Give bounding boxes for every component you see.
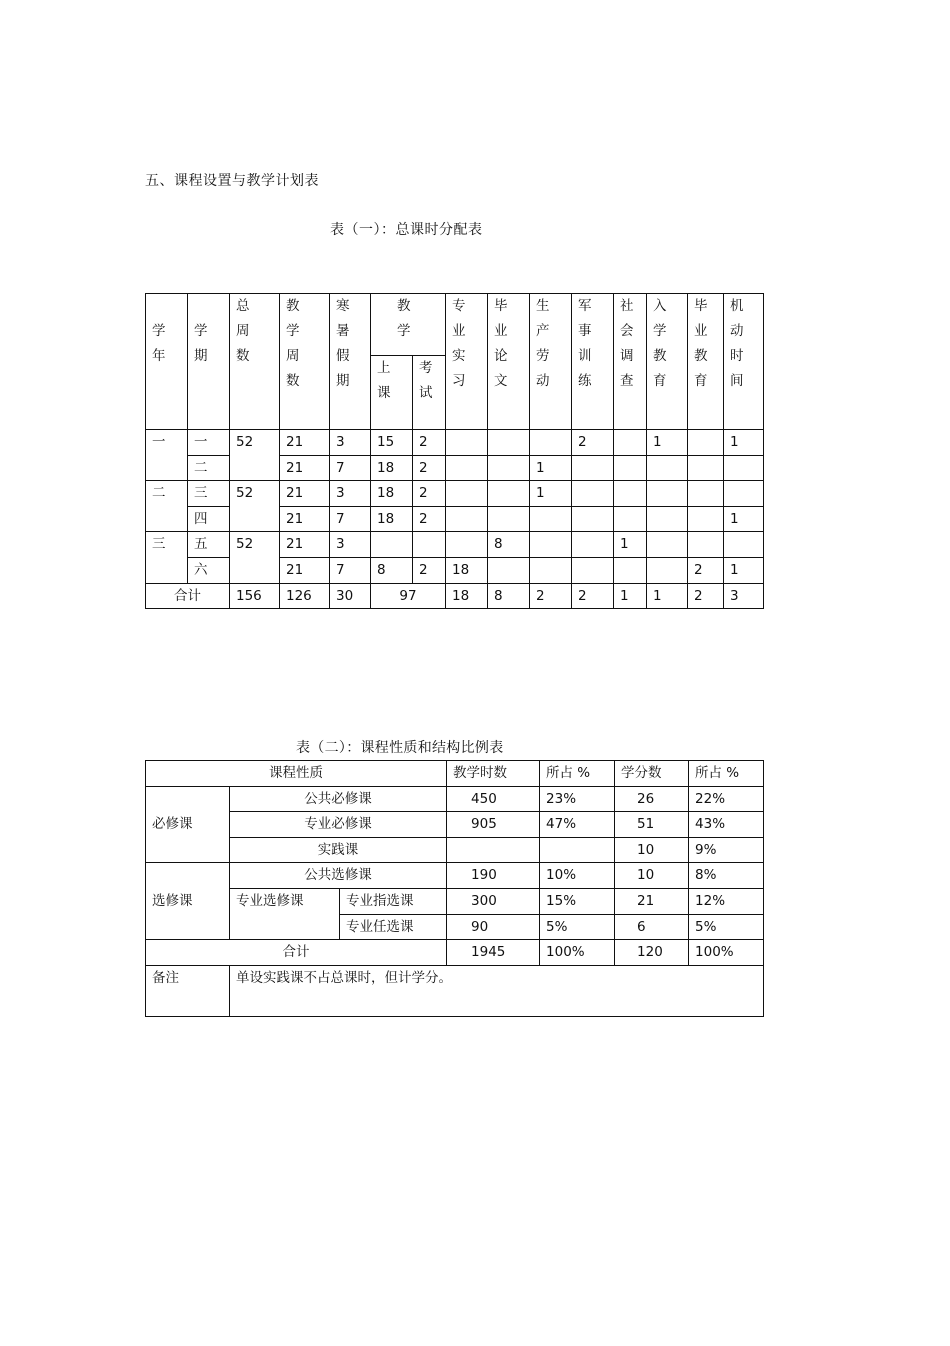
cell: 2 bbox=[688, 557, 724, 583]
cell: 7 bbox=[330, 455, 371, 481]
cell: 6 bbox=[615, 914, 689, 940]
cell: 2 bbox=[413, 506, 446, 532]
header-military: 军 事 训 练 bbox=[572, 294, 614, 430]
cell: 1 bbox=[614, 583, 647, 609]
cell: 30 bbox=[330, 583, 371, 609]
table-row bbox=[146, 888, 764, 914]
major-elective-label: 专业选修课 bbox=[230, 888, 340, 939]
cell bbox=[572, 506, 614, 532]
section-heading: 五、课程设置与教学计划表 bbox=[145, 173, 319, 189]
cell: 23% bbox=[540, 786, 615, 812]
cell bbox=[530, 506, 572, 532]
header-xueqi: 学 期 bbox=[188, 294, 230, 430]
cell: 450 bbox=[447, 786, 540, 812]
table-row bbox=[146, 812, 764, 838]
cell: 1 bbox=[647, 583, 688, 609]
cell bbox=[572, 455, 614, 481]
cell bbox=[724, 455, 764, 481]
note-text: 单设实践课不占总课时，但计学分。 bbox=[230, 965, 764, 1016]
cell: 2 bbox=[530, 583, 572, 609]
cell bbox=[647, 506, 688, 532]
year-cell: 一 bbox=[146, 430, 188, 481]
cell bbox=[572, 532, 614, 558]
cell: 2 bbox=[413, 481, 446, 507]
note-label: 备注 bbox=[146, 965, 230, 1016]
cell bbox=[688, 506, 724, 532]
cell: 22% bbox=[689, 786, 764, 812]
table-row bbox=[146, 532, 764, 558]
cell bbox=[688, 455, 724, 481]
header-lecture: 上 课 bbox=[371, 355, 413, 429]
cell bbox=[614, 506, 647, 532]
cell: 8% bbox=[689, 863, 764, 889]
cell: 2 bbox=[688, 583, 724, 609]
cell bbox=[688, 430, 724, 456]
cell: 21 bbox=[280, 557, 330, 583]
note-row bbox=[146, 965, 764, 1016]
cell bbox=[530, 532, 572, 558]
header-labor: 生 产 劳 动 bbox=[530, 294, 572, 430]
cell bbox=[647, 557, 688, 583]
cell: 7 bbox=[330, 506, 371, 532]
cell: 18 bbox=[446, 557, 488, 583]
cell: 7 bbox=[330, 557, 371, 583]
header-xuenian: 学 年 bbox=[146, 294, 188, 430]
cell: 21 bbox=[280, 455, 330, 481]
total-label: 合计 bbox=[146, 583, 230, 609]
cell: 120 bbox=[615, 940, 689, 966]
cell: 5% bbox=[689, 914, 764, 940]
cell: 1 bbox=[724, 430, 764, 456]
cell: 21 bbox=[280, 430, 330, 456]
cell: 5% bbox=[540, 914, 615, 940]
cell: 8 bbox=[488, 583, 530, 609]
cell: 10 bbox=[615, 837, 689, 863]
table-row bbox=[146, 837, 764, 863]
cell bbox=[614, 481, 647, 507]
cell: 190 bbox=[447, 863, 540, 889]
header-graduation-edu: 毕 业 教 育 bbox=[688, 294, 724, 430]
year-cell: 三 bbox=[146, 532, 188, 583]
cell bbox=[413, 532, 446, 558]
cell: 3 bbox=[724, 583, 764, 609]
cell: 1 bbox=[647, 430, 688, 456]
cell bbox=[724, 532, 764, 558]
cell bbox=[688, 532, 724, 558]
cell bbox=[446, 481, 488, 507]
cell bbox=[572, 557, 614, 583]
table2-caption: 表（二）：课程性质和结构比例表 bbox=[296, 740, 504, 756]
table1-caption: 表（一）：总课时分配表 bbox=[330, 222, 483, 238]
term-cell: 五 bbox=[188, 532, 230, 558]
course-name: 公共必修课 bbox=[230, 786, 447, 812]
cell bbox=[530, 557, 572, 583]
header-internship: 专 业 实 习 bbox=[446, 294, 488, 430]
cell: 26 bbox=[615, 786, 689, 812]
cell: 15 bbox=[371, 430, 413, 456]
header-vacation: 寒 暑 假 期 bbox=[330, 294, 371, 430]
cell: 156 bbox=[230, 583, 280, 609]
header-hours: 教学时数 bbox=[447, 761, 540, 787]
total-weeks-cell: 52 bbox=[230, 532, 280, 583]
cell: 21 bbox=[280, 506, 330, 532]
cell: 3 bbox=[330, 430, 371, 456]
cell: 9% bbox=[689, 837, 764, 863]
course-name: 专业任选课 bbox=[340, 914, 447, 940]
cell: 18 bbox=[371, 455, 413, 481]
cell: 18 bbox=[446, 583, 488, 609]
cell: 90 bbox=[447, 914, 540, 940]
cell: 1 bbox=[724, 506, 764, 532]
cell bbox=[488, 506, 530, 532]
cell: 18 bbox=[371, 506, 413, 532]
cell: 21 bbox=[280, 532, 330, 558]
header-hours-pct: 所占 % bbox=[540, 761, 615, 787]
course-structure-table bbox=[145, 760, 764, 1017]
total-hours-table bbox=[145, 293, 764, 609]
table-row bbox=[146, 863, 764, 889]
cell: 12% bbox=[689, 888, 764, 914]
cell: 2 bbox=[572, 583, 614, 609]
required-label: 必修课 bbox=[146, 786, 230, 863]
cell: 2 bbox=[413, 455, 446, 481]
cell: 1 bbox=[530, 481, 572, 507]
cell: 47% bbox=[540, 812, 615, 838]
header-credits: 学分数 bbox=[615, 761, 689, 787]
cell bbox=[447, 837, 540, 863]
cell bbox=[614, 557, 647, 583]
cell: 21 bbox=[615, 888, 689, 914]
cell: 1 bbox=[530, 455, 572, 481]
elective-label: 选修课 bbox=[146, 863, 230, 940]
header-credits-pct: 所占 % bbox=[689, 761, 764, 787]
cell bbox=[688, 481, 724, 507]
header-teaching: 教 学 bbox=[371, 294, 446, 356]
cell bbox=[540, 837, 615, 863]
cell bbox=[647, 481, 688, 507]
table-row bbox=[146, 786, 764, 812]
cell bbox=[647, 532, 688, 558]
cell bbox=[446, 430, 488, 456]
course-name: 公共选修课 bbox=[230, 863, 447, 889]
cell: 2 bbox=[572, 430, 614, 456]
total-weeks-cell: 52 bbox=[230, 481, 280, 532]
header-exam: 考 试 bbox=[413, 355, 446, 429]
cell: 2 bbox=[413, 557, 446, 583]
cell: 21 bbox=[280, 481, 330, 507]
cell bbox=[614, 455, 647, 481]
cell: 8 bbox=[371, 557, 413, 583]
header-flex-time: 机 动 时 间 bbox=[724, 294, 764, 430]
header-orientation: 入 学 教 育 bbox=[647, 294, 688, 430]
cell: 8 bbox=[488, 532, 530, 558]
cell bbox=[446, 532, 488, 558]
header-survey: 社 会 调 查 bbox=[614, 294, 647, 430]
cell: 3 bbox=[330, 481, 371, 507]
term-cell: 四 bbox=[188, 506, 230, 532]
course-name: 实践课 bbox=[230, 837, 447, 863]
cell: 51 bbox=[615, 812, 689, 838]
header-total-weeks: 总 周 数 bbox=[230, 294, 280, 430]
total-row bbox=[146, 583, 764, 609]
year-cell: 二 bbox=[146, 481, 188, 532]
cell: 43% bbox=[689, 812, 764, 838]
term-cell: 一 bbox=[188, 430, 230, 456]
cell bbox=[647, 455, 688, 481]
cell: 97 bbox=[371, 583, 446, 609]
cell: 126 bbox=[280, 583, 330, 609]
total-row bbox=[146, 940, 764, 966]
cell: 100% bbox=[540, 940, 615, 966]
cell: 10 bbox=[615, 863, 689, 889]
cell bbox=[572, 481, 614, 507]
term-cell: 二 bbox=[188, 455, 230, 481]
cell bbox=[614, 430, 647, 456]
cell bbox=[530, 430, 572, 456]
cell: 100% bbox=[689, 940, 764, 966]
cell: 15% bbox=[540, 888, 615, 914]
cell: 2 bbox=[413, 430, 446, 456]
cell bbox=[446, 455, 488, 481]
cell bbox=[488, 481, 530, 507]
cell: 10% bbox=[540, 863, 615, 889]
table-row bbox=[146, 481, 764, 507]
cell: 905 bbox=[447, 812, 540, 838]
total-label: 合计 bbox=[146, 940, 447, 966]
table-row bbox=[146, 761, 764, 787]
cell bbox=[488, 557, 530, 583]
course-name: 专业必修课 bbox=[230, 812, 447, 838]
cell bbox=[488, 455, 530, 481]
term-cell: 三 bbox=[188, 481, 230, 507]
total-weeks-cell: 52 bbox=[230, 430, 280, 481]
cell: 1945 bbox=[447, 940, 540, 966]
cell: 18 bbox=[371, 481, 413, 507]
cell bbox=[488, 430, 530, 456]
term-cell: 六 bbox=[188, 557, 230, 583]
cell: 300 bbox=[447, 888, 540, 914]
cell: 3 bbox=[330, 532, 371, 558]
header-teaching-weeks: 教 学 周 数 bbox=[280, 294, 330, 430]
cell: 1 bbox=[614, 532, 647, 558]
cell: 1 bbox=[724, 557, 764, 583]
cell bbox=[371, 532, 413, 558]
cell bbox=[446, 506, 488, 532]
cell bbox=[724, 481, 764, 507]
header-thesis: 毕 业 论 文 bbox=[488, 294, 530, 430]
header-course-type: 课程性质 bbox=[146, 761, 447, 787]
course-name: 专业指选课 bbox=[340, 888, 447, 914]
table-row bbox=[146, 430, 764, 456]
